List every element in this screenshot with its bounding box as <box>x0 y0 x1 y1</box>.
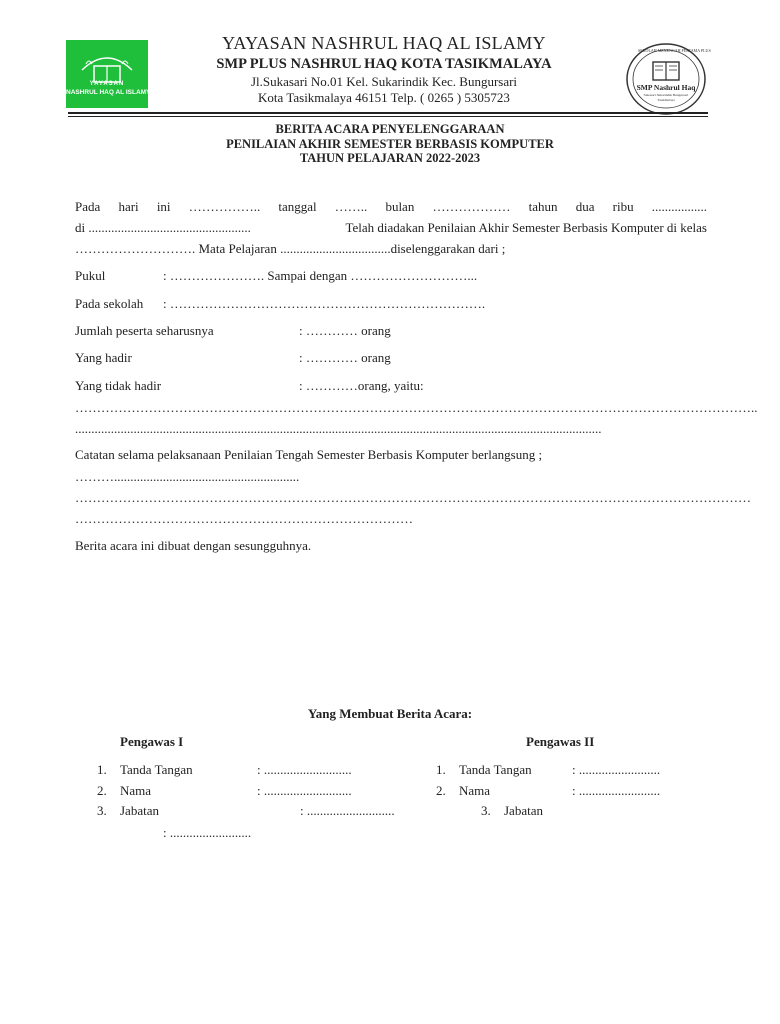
pengawas-1-position-label: Jabatan <box>120 803 159 818</box>
pukul-label: Pukul <box>75 268 106 283</box>
pengawas-2-signature-value: : ......................... <box>572 762 661 777</box>
opening-line <box>75 199 707 215</box>
pengawas-1-signature-label: Tanda Tangan <box>120 762 193 777</box>
pengawas-2-name-value: : ......................... <box>572 783 661 798</box>
header-divider-thin <box>68 116 708 117</box>
hadir-value: : ………… orang <box>299 350 391 365</box>
opening-word: tahun <box>528 199 558 214</box>
document-title-line-2: PENILAIAN AKHIR SEMESTER BERBASIS KOMPUTER <box>226 137 554 151</box>
opening-word: dua <box>575 199 595 214</box>
address-line-1: Jl.Sukasari No.01 Kel. Sukarindik Kec. Bungursari <box>250 74 518 89</box>
pengawas-2-name-label: Nama <box>459 783 491 798</box>
opening-word: hari <box>118 199 139 214</box>
yayasan-logo-top-text: YAYASAN <box>89 81 125 87</box>
opening-word: ini <box>156 199 171 214</box>
location-line <box>75 220 707 236</box>
yayasan-logo-bottom-text: NASHRUL HAQ AL ISLAMY <box>66 89 151 96</box>
smp-logo-sub-text: Sukasari Sukarindik Bungursari Tasikmalaya <box>643 93 689 102</box>
pukul-value: : …………………. Sampai dengan ………………………... <box>163 268 478 283</box>
pengawas-2-item-number: 2. <box>436 783 446 798</box>
day-blank: …………….. <box>188 199 261 214</box>
smp-logo-name: SMP Nashrul Haq <box>636 83 696 92</box>
document-title-line-1: BERITA ACARA PENYELENGGARAAN <box>275 122 505 136</box>
address-line-2: Kota Tasikmalaya 46151 Telp. ( 0265 ) 5305723 <box>258 90 510 105</box>
subject-line: ………………………. Mata Pelajaran ..................................diselenggarakan dari ; <box>75 241 506 256</box>
opening-word: tanggal <box>278 199 317 214</box>
organization-name: YAYASAN NASHRUL HAQ AL ISLAMY <box>222 33 546 53</box>
pengawas-2-position-value: : ......................... <box>163 825 252 840</box>
pengawas-2-title: Pengawas II <box>526 734 595 749</box>
smp-logo-ring-text: SEKOLAH MENENGAH PERTAMA PLUS <box>638 48 711 53</box>
pengawas-1-position-value: : ........................... <box>300 803 395 818</box>
pengawas-1-name-value: : ........................... <box>257 783 352 798</box>
opening-word: bulan <box>385 199 415 214</box>
pengawas-1-item-number: 3. <box>97 803 107 818</box>
location-blank: di .................................................. <box>75 220 251 235</box>
pengawas-2-signature-label: Tanda Tangan <box>459 762 532 777</box>
catatan-dots-line-3: …………………………………………………………………… <box>75 511 413 526</box>
closing-statement: Berita acara ini dibuat dengan sesungguhnya. <box>75 538 312 553</box>
month-blank: ……………… <box>432 199 511 214</box>
pengawas-1-name-label: Nama <box>120 783 152 798</box>
pengawas-2-item-number: 3. <box>481 803 491 818</box>
date-blank: …….. <box>334 199 368 214</box>
pengawas-2-position-label: Jabatan <box>504 803 543 818</box>
jumlah-peserta-label: Jumlah peserta seharusnya <box>75 323 214 338</box>
catatan-label: Catatan selama pelaksanaan Penilaian Tengah Semester Berbasis Komputer berlangsung ; <box>75 447 543 462</box>
document-title-line-3: TAHUN PELAJARAN 2022-2023 <box>299 151 481 165</box>
header-divider-thick <box>68 112 708 114</box>
tidak-hadir-value: : …………orang, yaitu: <box>299 378 424 393</box>
sekolah-label: Pada sekolah <box>75 296 144 311</box>
pengawas-1-signature-value: : ........................... <box>257 762 352 777</box>
opening-word: ribu <box>612 199 634 214</box>
absent-dots-line-2: .................................................................................................................................................................. <box>75 421 602 436</box>
catatan-dots-line-2: ………………………………………………………………………………………………………………………………………… <box>75 490 751 505</box>
catatan-dots-line-1: ………......................................................... <box>75 469 300 484</box>
jumlah-peserta-value: : ………… orang <box>299 323 391 338</box>
tidak-hadir-label: Yang tidak hadir <box>75 378 162 393</box>
opening-word: Pada <box>75 199 101 214</box>
pengawas-1-title: Pengawas I <box>120 734 184 749</box>
pengawas-1-item-number: 2. <box>97 783 107 798</box>
pengawas-2-item-number: 1. <box>436 762 446 777</box>
year-blank: ................. <box>651 199 707 214</box>
exam-statement: Telah diadakan Penilaian Akhir Semester Berbasis Komputer di kelas <box>345 220 707 235</box>
signature-heading: Yang Membuat Berita Acara: <box>307 706 473 721</box>
hadir-label: Yang hadir <box>75 350 132 365</box>
pengawas-1-item-number: 1. <box>97 762 107 777</box>
absent-dots-line-1: ………………………………………………………………………………………………………………………………………….. <box>75 400 758 415</box>
school-name: SMP PLUS NASHRUL HAQ KOTA TASIKMALAYA <box>216 56 552 72</box>
sekolah-value: : ………………………………………………………………. <box>163 296 486 311</box>
